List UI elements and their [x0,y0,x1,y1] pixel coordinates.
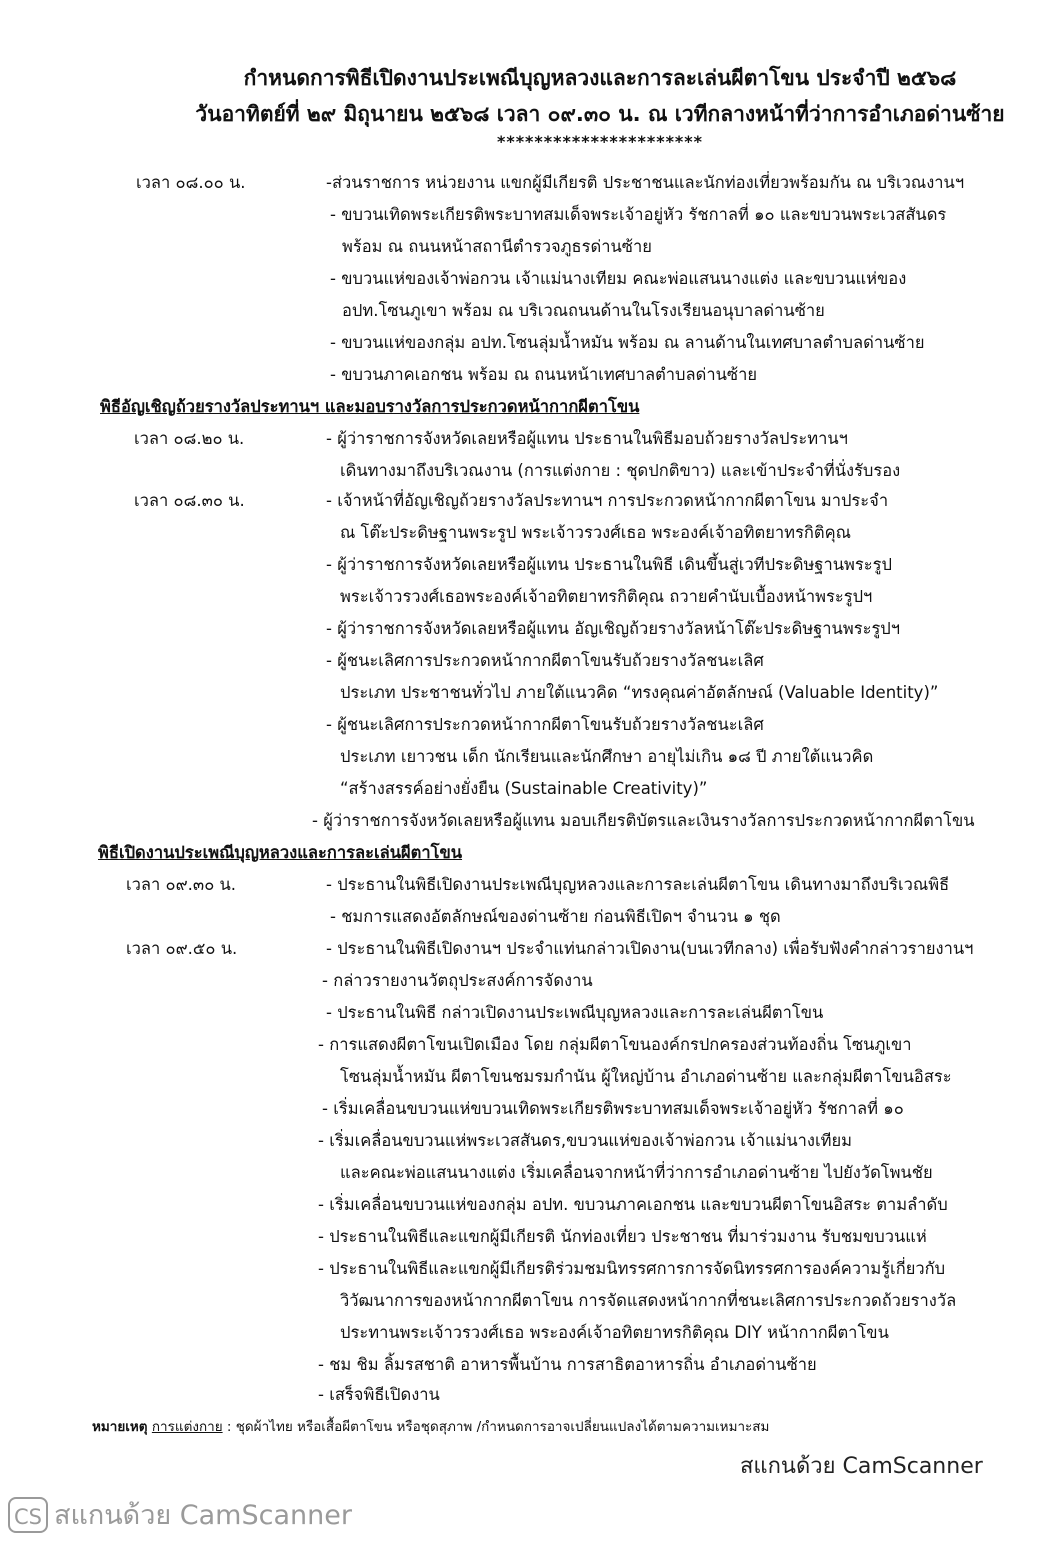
time-label-0820: เวลา ๐๘.๒๐ น. [134,429,245,448]
schedule-line: - ขบวนภาคเอกชน พร้อม ณ ถนนหน้าเทศบาลตำบลด่านซ้าย [330,365,758,384]
schedule-line: - ผู้ชนะเลิศการประกวดหน้ากากผีตาโขนรับถ้วยรางวัลชนะเลิศ [326,715,764,734]
dress-code-label: การแต่งกาย [151,1419,223,1435]
document-title: กำหนดการพิธีเปิดงานประเพณีบุญหลวงและการละเล่นผีตาโขน ประจำปี ๒๕๖๘ [243,66,957,90]
camscanner-watermark [8,1493,352,1536]
schedule-line: - ประธานในพิธีและแขกผู้มีเกียรติ นักท่องเที่ยว ประชาชน ที่มาร่วมงาน รับชมขบวนแห่ [318,1227,927,1246]
remark-note [92,1418,769,1436]
schedule-line: - ขบวนเทิดพระเกียรติพระบาทสมเด็จพระเจ้าอยู่หัว รัชกาลที่ ๑๐ และขบวนพระเวสสันดร [330,205,947,224]
section-heading-award: พิธีอัญเชิญถ้วยรางวัลประทานฯ และมอบรางวัลการประกวดหน้ากากผีตาโขน [100,397,640,416]
schedule-line: - เริ่มเคลื่อนขบวนแห่ขบวนเทิดพระเกียรติพระบาทสมเด็จพระเจ้าอยู่หัว รัชกาลที่ ๑๐ [322,1099,904,1118]
schedule-line: ประเภท เยาวชน เด็ก นักเรียนและนักศึกษา อายุไม่เกิน ๑๘ ปี ภายใต้แนวคิด [340,747,874,766]
schedule-line: อปท.โซนภูเขา พร้อม ณ บริเวณถนนด้านในโรงเรียนอนุบาลด่านซ้าย [342,301,825,320]
remark-text: : ชุดผ้าไทย หรือเสื้อผีตาโขน หรือชุดสุภาพ /กำหนดการอาจเปลี่ยนแปลงได้ตามความเหมาะสม [222,1419,770,1435]
camscanner-watermark-label: สแกนด้วย CamScanner [54,1500,352,1531]
time-label-0950: เวลา ๐๙.๕๐ น. [126,939,238,958]
schedule-line: โซนลุ่มน้ำหมัน ผีตาโขนชมรมกำนัน ผู้ใหญ่บ้าน อำเภอด่านซ้าย และกลุ่มผีตาโขนอิสระ [340,1067,952,1086]
schedule-line: วิวัฒนาการของหน้ากากผีตาโขน การจัดแสดงหน้ากากที่ชนะเลิศการประกวดถ้วยรางวัล [340,1291,957,1310]
remark-label: หมายเหตุ [92,1419,148,1435]
schedule-line: - เริ่มเคลื่อนขบวนแห่ของกลุ่ม อปท. ขบวนภาคเอกชน และขบวนผีตาโขนอิสระ ตามลำดับ [318,1195,948,1214]
schedule-line: - ประธานในพิธีเปิดงานประเพณีบุญหลวงและการละเล่นผีตาโขน เดินทางมาถึงบริเวณพิธี [326,875,950,894]
time-label-0830: เวลา ๐๘.๓๐ น. [134,491,245,510]
time-label-0800: เวลา ๐๘.๐๐ น. [136,173,246,192]
schedule-line: เดินทางมาถึงบริเวณงาน (การแต่งกาย : ชุดปกติขาว) และเข้าประจำที่นั่งรับรอง [340,461,901,480]
schedule-line: - ผู้ชนะเลิศการประกวดหน้ากากผีตาโขนรับถ้วยรางวัลชนะเลิศ [326,651,764,670]
schedule-line: - การแสดงผีตาโขนเปิดเมือง โดย กลุ่มผีตาโขนองค์กรปกครองส่วนท้องถิ่น โซนภูเขา [318,1035,912,1054]
camscanner-logo-icon: CS [8,1497,48,1533]
schedule-line: และคณะพ่อแสนนางแต่ง เริ่มเคลื่อนจากหน้าที่ว่าการอำเภอด่านซ้าย ไปยังวัดโพนชัย [340,1163,933,1182]
schedule-line: - ชม ชิม ลิ้มรสชาติ อาหารพื้นบ้าน การสาธิตอาหารถิ่น อำเภอด่านซ้าย [318,1355,817,1374]
title-separator: ********************** [496,132,704,151]
schedule-line: ประทานพระเจ้าวรวงศ์เธอ พระองค์เจ้าอทิตยาทรกิติคุณ DIY หน้ากากผีตาโขน [340,1323,889,1342]
schedule-line: พร้อม ณ ถนนหน้าสถานีตำรวจภูธรด่านซ้าย [342,237,652,256]
schedule-line: - ประธานในพิธีและแขกผู้มีเกียรติร่วมชมนิทรรศการการจัดนิทรรศการองค์ความรู้เกี่ยวกับ [318,1259,946,1278]
schedule-line: ประเภท ประชาชนทั่วไป ภายใต้แนวคิด “ทรงคุณค่าอัตลักษณ์ (Valuable Identity)” [340,683,939,702]
camscanner-watermark-text: สแกนด้วย CamScanner [740,1454,983,1479]
schedule-line: - ประธานในพิธี กล่าวเปิดงานประเพณีบุญหลวงและการละเล่นผีตาโขน [326,1003,824,1022]
schedule-line: - ผู้ว่าราชการจังหวัดเลยหรือผู้แทน ประธานในพิธี เดินขึ้นสู่เวทีประดิษฐานพระรูป [326,555,892,574]
schedule-line: - เริ่มเคลื่อนขบวนแห่พระเวสสันดร,ขบวนแห่ของเจ้าพ่อกวน เจ้าแม่นางเทียม [318,1131,853,1150]
time-label-0930: เวลา ๐๙.๓๐ น. [126,875,237,894]
schedule-line: - ประธานในพิธีเปิดงานฯ ประจำแท่นกล่าวเปิดงาน(บนเวทีกลาง) เพื่อรับฟังคำกล่าวรายงานฯ [326,939,974,958]
schedule-line: - ผู้ว่าราชการจังหวัดเลยหรือผู้แทน ประธานในพิธีมอบถ้วยรางวัลประทานฯ [326,429,848,448]
schedule-line: - กล่าวรายงานวัตถุประสงค์การจัดงาน [322,971,593,990]
schedule-line: พระเจ้าวรวงศ์เธอพระองค์เจ้าอทิตยาทรกิติคุณ ถวายคำนับเบื้องหน้าพระรูปฯ [340,587,873,606]
schedule-line: - ขบวนแห่ของเจ้าพ่อกวน เจ้าแม่นางเทียม คณะพ่อแสนนางแต่ง และขบวนแห่ของ [330,269,907,288]
schedule-line: - ผู้ว่าราชการจังหวัดเลยหรือผู้แทน อัญเชิญถ้วยรางวัลหน้าโต๊ะประดิษฐานพระรูปฯ [326,619,901,638]
section-heading-opening: พิธีเปิดงานประเพณีบุญหลวงและการละเล่นผีตาโขน [98,843,463,862]
schedule-line: - เจ้าหน้าที่อัญเชิญถ้วยรางวัลประทานฯ การประกวดหน้ากากผีตาโขน มาประจำ [326,491,889,510]
schedule-line: ณ โต๊ะประดิษฐานพระรูป พระเจ้าวรวงศ์เธอ พระองค์เจ้าอทิตยาทรกิติคุณ [340,523,851,542]
schedule-line: - ชมการแสดงอัตลักษณ์ของด่านซ้าย ก่อนพิธีเปิดฯ จำนวน ๑ ชุด [330,907,781,926]
schedule-line: - เสร็จพิธีเปิดงาน [318,1385,440,1404]
schedule-line: -ส่วนราชการ หน่วยงาน แขกผู้มีเกียรติ ประชาชนและนักท่องเที่ยวพร้อมกัน ณ บริเวณงานฯ [326,173,965,192]
schedule-line: - ขบวนแห่ของกลุ่ม อปท.โซนลุ่มน้ำหมัน พร้อม ณ ลานด้านในเทศบาลตำบลด่านซ้าย [330,333,925,352]
schedule-line: - ผู้ว่าราชการจังหวัดเลยหรือผู้แทน มอบเกียรติบัตรและเงินรางวัลการประกวดหน้ากากผีตาโขน [312,811,975,830]
schedule-line: “สร้างสรรค์อย่างยั่งยืน (Sustainable Creativity)” [340,779,708,798]
document-subtitle: วันอาทิตย์ที่ ๒๙ มิถุนายน ๒๕๖๘ เวลา ๐๙.๓๐ น. ณ เวทีกลางหน้าที่ว่าการอำเภอด่านซ้าย [195,102,1005,126]
